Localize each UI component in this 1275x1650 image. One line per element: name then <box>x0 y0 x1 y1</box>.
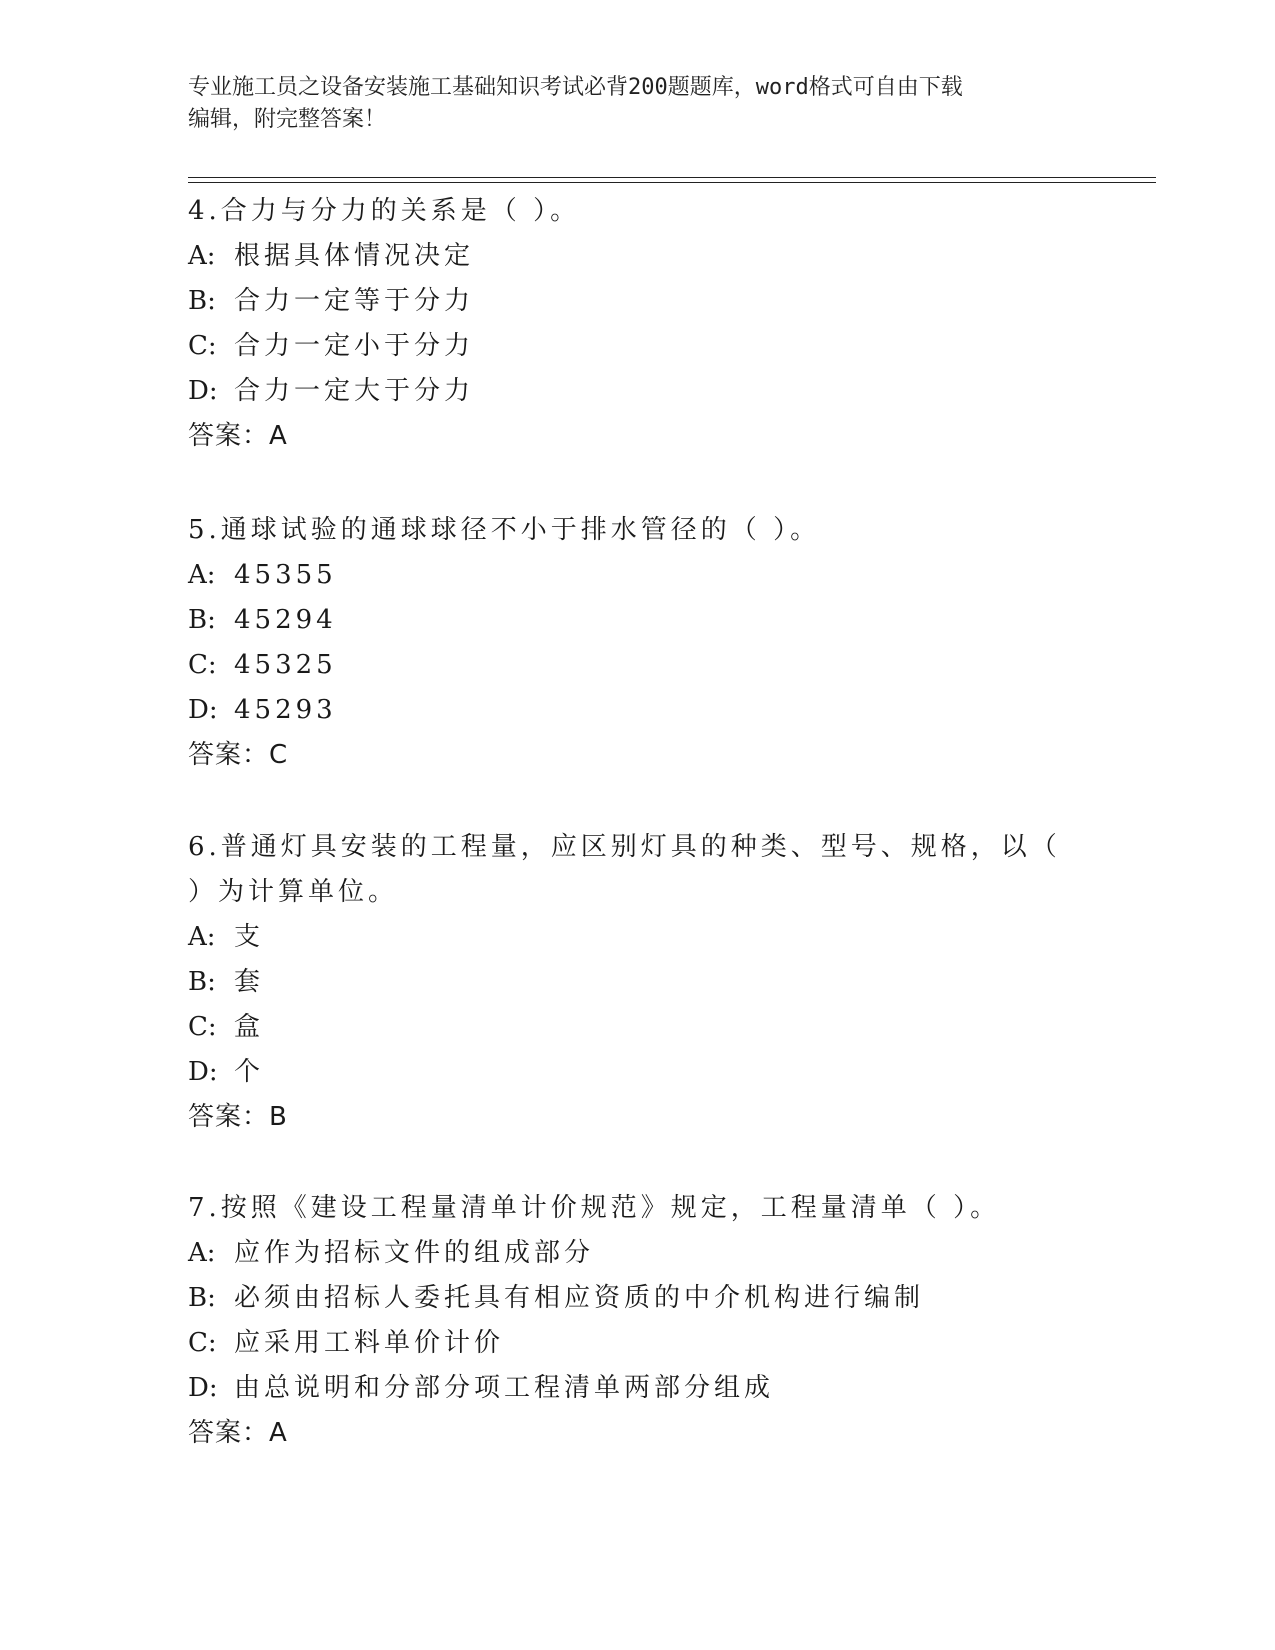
option-c <box>188 1005 1088 1050</box>
option-c <box>188 1321 1088 1366</box>
option-key: C: <box>188 1012 217 1042</box>
option-c <box>188 643 1088 688</box>
question-block <box>188 1186 1088 1456</box>
option-key: A: <box>188 922 216 952</box>
option-text: 45325 <box>234 650 337 680</box>
option-text: 应采用工料单价计价 <box>234 1328 505 1358</box>
question-stem: 4.合力与分力的关系是（ ）。 <box>188 196 581 226</box>
option-key: A: <box>188 560 216 590</box>
option-text: 根据具体情况决定 <box>234 241 475 271</box>
option-key: B: <box>188 605 216 635</box>
option-text: 个 <box>234 1057 265 1087</box>
option-text: 合力一定大于分力 <box>234 376 475 406</box>
option-text: 合力一定等于分力 <box>234 286 475 316</box>
option-text: 必须由招标人委托具有相应资质的中介机构进行编制 <box>234 1283 925 1313</box>
question-stem: 7.按照《建设工程量清单计价规范》规定，工程量清单（ ）。 <box>188 1193 1001 1223</box>
option-key: D: <box>188 695 218 725</box>
option-key: B: <box>188 286 216 316</box>
option-key: B: <box>188 967 216 997</box>
option-text: 45293 <box>234 695 337 725</box>
option-key: D: <box>188 1057 218 1087</box>
option-text: 支 <box>234 922 265 952</box>
option-text: 应作为招标文件的组成部分 <box>234 1238 595 1268</box>
document-header <box>188 72 1088 136</box>
option-key: A: <box>188 1238 216 1268</box>
option-b <box>188 279 1088 324</box>
question-block <box>188 189 1088 459</box>
question-block <box>188 508 1088 778</box>
header-line-2: 编辑，附完整答案！ <box>188 107 387 132</box>
answer-line: 答案：C <box>188 740 289 770</box>
question-stem: 5.通球试验的通球球径不小于排水管径的（ ）。 <box>188 515 821 545</box>
option-text: 由总说明和分部分项工程清单两部分组成 <box>234 1373 775 1403</box>
option-text: 合力一定小于分力 <box>234 331 475 361</box>
option-d <box>188 1366 1088 1411</box>
option-key: D: <box>188 376 218 406</box>
option-a <box>188 915 1088 960</box>
option-key: C: <box>188 331 217 361</box>
answer-line: 答案：B <box>188 1102 288 1132</box>
option-a <box>188 553 1088 598</box>
option-b <box>188 1276 1088 1321</box>
option-text: 盒 <box>234 1012 265 1042</box>
option-text: 45294 <box>234 605 337 635</box>
option-key: A: <box>188 241 216 271</box>
header-line-1: 专业施工员之设备安装施工基础知识考试必背200题题库，word格式可自由下载 <box>188 75 963 100</box>
option-text: 套 <box>234 967 265 997</box>
answer-line: 答案：A <box>188 421 288 451</box>
option-c <box>188 324 1088 369</box>
option-a <box>188 234 1088 279</box>
option-b <box>188 598 1088 643</box>
option-d <box>188 688 1088 733</box>
option-d <box>188 1050 1088 1095</box>
question-stem: 6.普通灯具安装的工程量，应区别灯具的种类、型号、规格，以（ ）为计算单位。 <box>188 832 1061 907</box>
header-divider-top <box>188 177 1156 178</box>
option-key: C: <box>188 650 217 680</box>
option-key: C: <box>188 1328 217 1358</box>
option-key: B: <box>188 1283 216 1313</box>
option-b <box>188 960 1088 1005</box>
header-divider-bottom <box>188 182 1156 183</box>
option-text: 45355 <box>234 560 337 590</box>
option-a <box>188 1231 1088 1276</box>
option-key: D: <box>188 1373 218 1403</box>
answer-line: 答案：A <box>188 1418 288 1448</box>
option-d <box>188 369 1088 414</box>
question-block <box>188 825 1088 1140</box>
